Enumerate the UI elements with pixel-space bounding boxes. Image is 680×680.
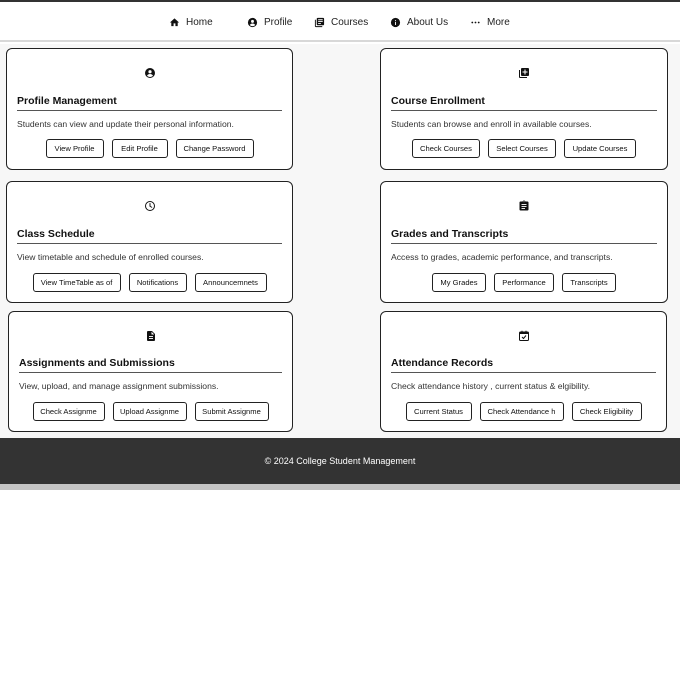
add-box-icon	[518, 67, 530, 79]
nav-item-label: More	[487, 16, 510, 28]
card-description: View timetable and schedule of enrolled courses.	[17, 252, 204, 262]
calendar-check-icon	[518, 330, 530, 342]
library-books-icon	[314, 17, 325, 28]
card-title: Profile Management	[17, 95, 282, 111]
change-password-button[interactable]: Change Password	[176, 139, 254, 158]
horizontal-scrollbar[interactable]	[0, 484, 680, 490]
card-description: Students can view and update their personal information.	[17, 119, 234, 129]
nav-item-courses[interactable]	[314, 2, 368, 42]
nav-item-label: Profile	[264, 16, 293, 28]
notifications-button[interactable]: Notifications	[129, 273, 187, 292]
my-grades-button[interactable]: My Grades	[432, 273, 486, 292]
page-footer	[0, 438, 680, 484]
clipboard-icon	[518, 200, 530, 212]
card-profile-management	[6, 48, 293, 170]
home-icon	[169, 17, 180, 28]
announcements-button[interactable]: Announcemnets	[195, 273, 267, 292]
performance-button[interactable]: Performance	[494, 273, 554, 292]
card-grades-transcripts	[380, 181, 668, 303]
footer-copyright: © 2024 College Student Management	[264, 456, 416, 466]
card-assignments-submissions	[8, 311, 293, 432]
current-status-button[interactable]: Current Status	[406, 402, 472, 421]
check-attendance-button[interactable]: Check Attendance h	[480, 402, 564, 421]
card-description: Access to grades, academic performance, and transcripts.	[391, 252, 613, 262]
card-description: Students can browse and enroll in available courses.	[391, 119, 592, 129]
nav-item-about-us[interactable]	[390, 2, 448, 42]
card-description: Check attendance history , current status & elgibility.	[391, 381, 591, 391]
nav-item-label: About Us	[407, 16, 449, 28]
card-class-schedule	[6, 181, 293, 303]
info-icon	[390, 17, 401, 28]
card-course-enrollment	[380, 48, 668, 170]
card-description: View, upload, and manage assignment submissions.	[19, 381, 219, 391]
card-title: Assignments and Submissions	[19, 357, 282, 373]
document-icon	[145, 330, 157, 342]
nav-item-home[interactable]	[169, 2, 213, 42]
card-title: Attendance Records	[391, 357, 656, 373]
card-title: Class Schedule	[17, 228, 282, 244]
view-profile-button[interactable]: View Profile	[46, 139, 104, 158]
account-circle-icon	[144, 67, 156, 79]
view-timetable-button[interactable]: View TimeTable as of	[33, 273, 121, 292]
nav-item-profile[interactable]	[247, 2, 292, 42]
nav-item-more[interactable]	[470, 2, 510, 42]
more-horizontal-icon	[470, 17, 481, 28]
account-circle-icon	[247, 17, 258, 28]
submit-assignment-button[interactable]: Submit Assignme	[195, 402, 269, 421]
clock-icon	[144, 200, 156, 212]
card-title: Grades and Transcripts	[391, 228, 657, 244]
edit-profile-button[interactable]: Edit Profile	[112, 139, 168, 158]
card-attendance-records	[380, 311, 667, 432]
update-courses-button[interactable]: Update Courses	[564, 139, 636, 158]
transcripts-button[interactable]: Transcripts	[562, 273, 616, 292]
check-assignment-button[interactable]: Check Assignme	[33, 402, 105, 421]
top-navigation	[0, 2, 680, 42]
check-courses-button[interactable]: Check Courses	[412, 139, 480, 158]
upload-assignment-button[interactable]: Upload Assignme	[113, 402, 187, 421]
check-eligibility-button[interactable]: Check Eligibility	[572, 402, 642, 421]
nav-item-label: Home	[186, 16, 213, 28]
card-title: Course Enrollment	[391, 95, 657, 111]
nav-item-label: Courses	[331, 16, 369, 28]
select-courses-button[interactable]: Select Courses	[488, 139, 556, 158]
